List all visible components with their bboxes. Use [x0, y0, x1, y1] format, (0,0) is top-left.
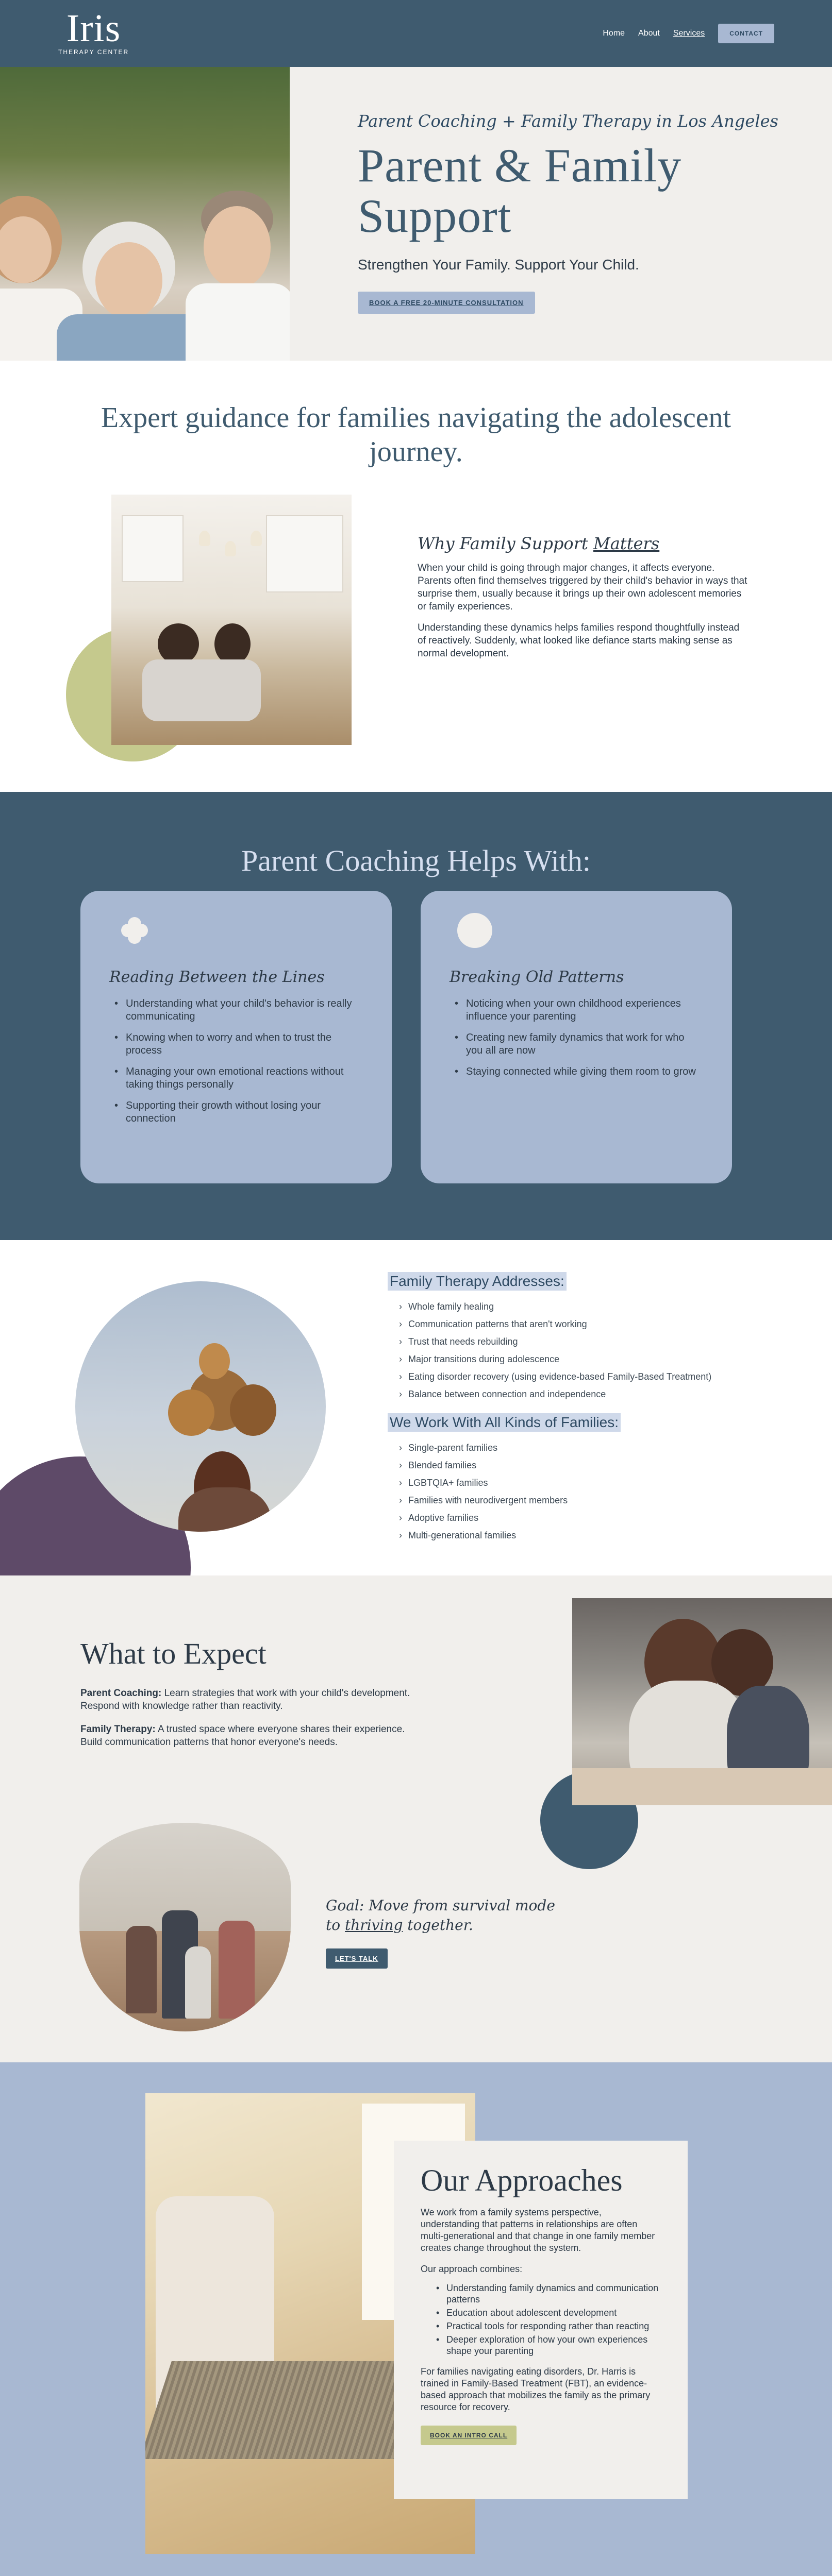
flower-icon — [117, 912, 153, 948]
parent-coaching-section — [0, 792, 832, 1240]
card-title: Reading Between the Lines — [109, 968, 325, 986]
coaching-card-patterns — [421, 891, 732, 1183]
approaches-card — [394, 2141, 688, 2499]
family-therapy-copy — [388, 1272, 779, 1554]
list-item: • Knowing when to worry and when to trust the process — [126, 1031, 363, 1057]
why-paragraph-1: When your child is going through major changes, it affects everyone. Parents often find themselves triggered by their child's behavior in ways that surprise them, usually because it brings up their own adolescent memories or family experiences. — [418, 563, 747, 612]
list-item: • Noticing when your own childhood experiences influence your parenting — [466, 997, 703, 1023]
list-item: • Staying connected while giving them room to grow — [466, 1065, 703, 1078]
why-paragraph-2: Understanding these dynamics helps families respond thoughtfully instead of reactively. Suddenly, what looked like defiance starts making sense as normal development. — [418, 622, 740, 659]
hero-family-photo — [0, 67, 290, 361]
site-header — [0, 0, 832, 67]
goal-emphasis: thriving — [345, 1917, 403, 1934]
hero-tagline: Parent Coaching + Family Therapy in Los Angeles — [358, 111, 778, 131]
hero-copy — [358, 111, 780, 314]
list-item: • Education about adolescent development — [446, 2307, 661, 2318]
book-intro-call-button[interactable]: BOOK AN INTRO CALL — [421, 2426, 517, 2445]
list-item: • Practical tools for responding rather than reacting — [446, 2320, 661, 2332]
addresses-list — [399, 1301, 779, 1400]
kinds-list — [399, 1442, 779, 1541]
logo-word: Iris — [66, 7, 121, 50]
therapy-description: Family Therapy: A trusted space where everyone shares their experience. Build communication patterns that honor everyone's needs. — [80, 1724, 405, 1748]
list-item: › LGBTQIA+ families — [399, 1477, 779, 1488]
approach-list — [421, 2282, 661, 2357]
hero-section — [0, 67, 832, 361]
why-family-support — [418, 534, 747, 660]
list-item: › Balance between connection and independence — [399, 1388, 779, 1400]
hero-title: Parent & Family Support — [358, 139, 682, 242]
list-item: › Whole family healing — [399, 1301, 779, 1312]
card-title: Breaking Old Patterns — [450, 968, 624, 986]
card-list — [109, 997, 363, 1125]
list-item: › Eating disorder recovery (using evidence-based Family-Based Treatment) — [399, 1371, 779, 1382]
flowers-circle-photo — [75, 1281, 326, 1532]
coaching-heading: Parent Coaching Helps With: — [241, 844, 591, 877]
beach-family-photo — [79, 1823, 291, 2031]
kitchen-family-photo — [111, 495, 352, 745]
expect-text — [80, 1687, 421, 1759]
goal-line-1: Goal: Move from survival mode — [326, 1897, 555, 1914]
approach-paragraph-1: We work from a family systems perspective, understanding that patterns in relationships are often multi-generational and that change in one family member creates change throughout the system. — [421, 2207, 655, 2253]
list-item: • Deeper exploration of how your own experiences shape your parenting — [446, 2334, 661, 2357]
goal-line-2: to thriving together. — [326, 1917, 473, 1934]
list-item: • Supporting their growth without losing your connection — [126, 1099, 363, 1125]
nav-services[interactable]: Services — [673, 29, 705, 38]
list-item: › Multi-generational families — [399, 1530, 779, 1541]
nav-about[interactable]: About — [638, 29, 660, 38]
expect-heading: What to Expect — [80, 1637, 267, 1670]
list-item: • Managing your own emotional reactions without taking things personally — [126, 1065, 363, 1091]
list-item: • Understanding family dynamics and communication patterns — [446, 2282, 661, 2305]
list-item: › Adoptive families — [399, 1512, 779, 1523]
list-item: › Blended families — [399, 1460, 779, 1471]
list-item: › Communication patterns that aren't working — [399, 1318, 779, 1330]
list-item: › Major transitions during adolescence — [399, 1353, 779, 1365]
site-logo[interactable] — [58, 9, 129, 56]
coaching-description: Parent Coaching: Learn strategies that work with your child's development. Respond with knowledge rather than reactivity. — [80, 1688, 410, 1711]
goal-block — [326, 1896, 594, 1969]
logo-subtitle: THERAPY CENTER — [58, 48, 129, 56]
book-consultation-button[interactable]: BOOK A FREE 20-MINUTE CONSULTATION — [358, 292, 535, 314]
why-title-emphasis: Matters — [593, 534, 660, 553]
list-item: • Creating new family dynamics that work for who you all are now — [466, 1031, 703, 1057]
baking-photo — [572, 1598, 832, 1805]
coaching-card-reading — [80, 891, 392, 1183]
expert-heading: Expert guidance for families navigating the adolescent journey. — [101, 402, 731, 468]
approaches-section — [0, 2062, 832, 2576]
list-item: › Families with neurodivergent members — [399, 1495, 779, 1506]
hero-subtitle: Strengthen Your Family. Support Your Child. — [358, 257, 639, 273]
circle-icon — [457, 912, 493, 948]
why-title: Why Family Support Matters — [418, 534, 660, 553]
what-to-expect-section — [0, 1575, 832, 2062]
list-item: • Understanding what your child's behavior is really communicating — [126, 997, 363, 1023]
contact-button[interactable]: CONTACT — [718, 24, 774, 43]
nav-home[interactable]: Home — [603, 29, 625, 38]
expert-guidance-section — [0, 361, 832, 792]
kinds-title: We Work With All Kinds of Families: — [388, 1413, 621, 1432]
main-nav — [603, 24, 774, 43]
approaches-heading: Our Approaches — [421, 2163, 623, 2197]
lets-talk-button[interactable]: LET'S TALK — [326, 1948, 388, 1969]
approach-paragraph-3: For families navigating eating disorders, Dr. Harris is trained in Family-Based Treatment (FBT), an evidence-based approach that mobilizes the family as the primary resource for recovery. — [421, 2366, 651, 2412]
card-list — [450, 997, 703, 1078]
approach-paragraph-2: Our approach combines: — [421, 2264, 523, 2274]
addresses-title: Family Therapy Addresses: — [388, 1272, 567, 1291]
list-item: › Trust that needs rebuilding — [399, 1336, 779, 1347]
family-therapy-section — [0, 1240, 832, 1575]
list-item: › Single-parent families — [399, 1442, 779, 1453]
